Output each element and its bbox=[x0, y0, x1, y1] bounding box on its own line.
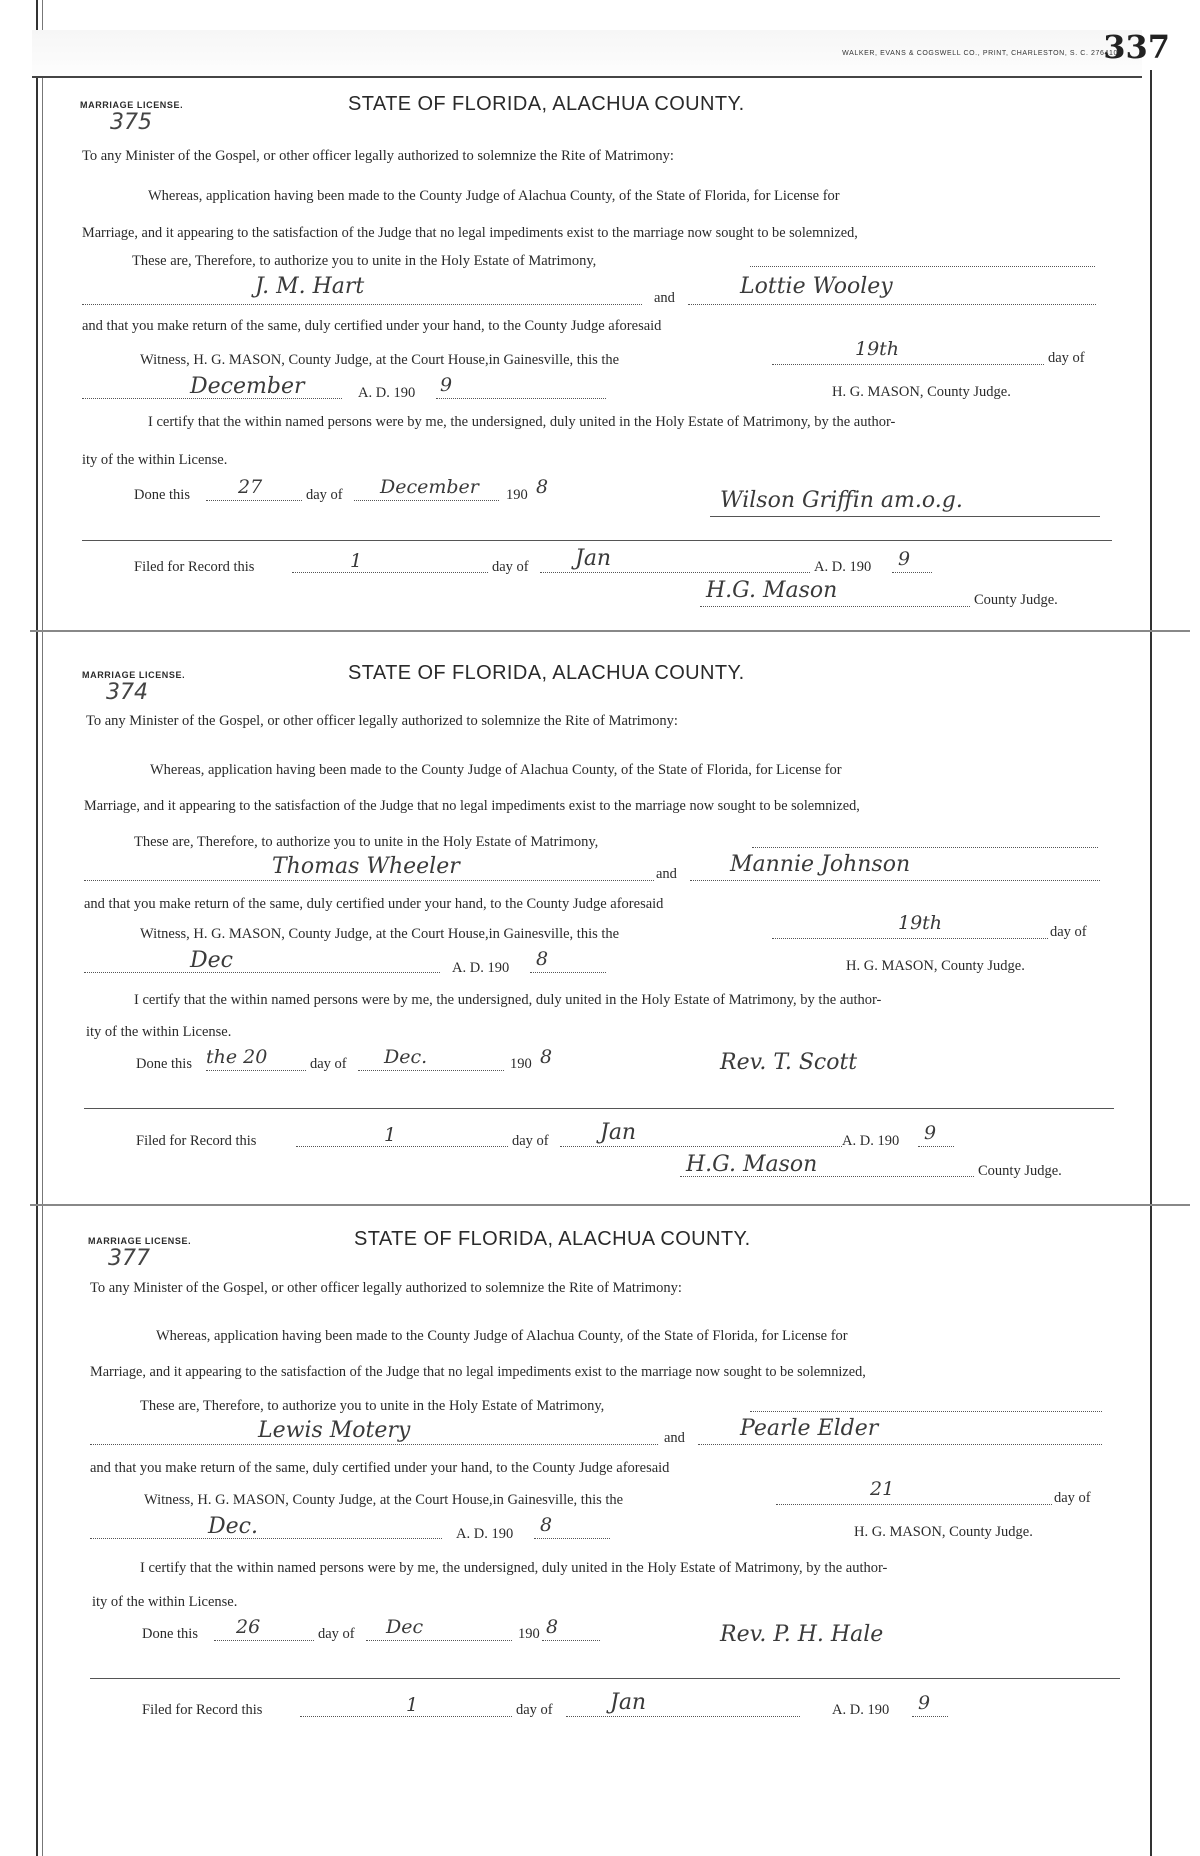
state-title: STATE OF FLORIDA, ALACHUA COUNTY. bbox=[348, 93, 745, 115]
address-line: To any Minister of the Gospel, or other officer legally authorized to solemnize the Rite of Matrimony: bbox=[86, 713, 678, 729]
license-number: 377 bbox=[108, 1246, 150, 1271]
bride-line bbox=[698, 1444, 1102, 1445]
filing-rule bbox=[90, 1678, 1120, 1679]
certify-line-1: I certify that the within named persons were by me, the undersigned, duly united in the Holy Estate of Matrimony, by the author- bbox=[134, 992, 882, 1008]
done-year: 8 bbox=[546, 1616, 559, 1638]
filing-rule bbox=[82, 540, 1112, 541]
day-of-label: day of bbox=[1054, 1490, 1091, 1506]
return-line: and that you make return of the same, duly certified under your hand, to the County Judge aforesaid bbox=[84, 896, 664, 912]
groom-line bbox=[84, 880, 654, 881]
done-month-line bbox=[358, 1070, 504, 1071]
left-margin-line bbox=[36, 0, 38, 1856]
these-are-line: These are, Therefore, to authorize you to unite in the Holy Estate of Matrimony, bbox=[140, 1398, 605, 1414]
whereas-line-1: Whereas, application having been made to the County Judge of Alachua County, of the State of Florida, for License for bbox=[156, 1328, 848, 1344]
certify-line-2: ity of the within License. bbox=[86, 1024, 232, 1040]
dotted-fill bbox=[750, 1411, 1102, 1412]
and-label: and bbox=[654, 290, 675, 306]
right-margin-line bbox=[1150, 70, 1152, 1856]
officiant-signature: Rev. P. H. Hale bbox=[720, 1622, 884, 1647]
filed-label: Filed for Record this bbox=[142, 1702, 263, 1718]
judge-signature-print: H. G. MASON, County Judge. bbox=[854, 1524, 1033, 1540]
groom-name: Thomas Wheeler bbox=[272, 854, 460, 879]
groom-name: Lewis Motery bbox=[258, 1418, 411, 1443]
state-title: STATE OF FLORIDA, ALACHUA COUNTY. bbox=[348, 662, 745, 684]
filed-day-of: day of bbox=[492, 559, 529, 575]
filing-rule bbox=[84, 1108, 1114, 1109]
done-month: Dec bbox=[386, 1616, 424, 1638]
witness-year: 8 bbox=[536, 948, 549, 970]
filed-day-line bbox=[296, 1146, 508, 1147]
filed-year: 9 bbox=[898, 548, 911, 570]
witness-year-line bbox=[530, 972, 606, 973]
witness-line: Witness, H. G. MASON, County Judge, at the Court House,in Gainesville, this the bbox=[144, 1492, 624, 1508]
bride-name: Mannie Johnson bbox=[730, 852, 911, 877]
done-day-line bbox=[206, 1070, 306, 1071]
license-number: 374 bbox=[106, 680, 148, 705]
filed-day-of: day of bbox=[516, 1702, 553, 1718]
whereas-line-1: Whereas, application having been made to the County Judge of Alachua County, of the State of Florida, for License for bbox=[150, 762, 842, 778]
witness-month-line bbox=[90, 1538, 442, 1539]
witness-year: 9 bbox=[440, 374, 453, 396]
done-year: 8 bbox=[536, 476, 549, 498]
witness-month: Dec. bbox=[208, 1514, 258, 1539]
filed-ad: A. D. 190 bbox=[842, 1133, 900, 1149]
judge-signature-print: H. G. MASON, County Judge. bbox=[832, 384, 1011, 400]
done-month: December bbox=[380, 476, 479, 498]
filed-month: Jan bbox=[610, 1690, 647, 1715]
certify-line-2: ity of the within License. bbox=[82, 452, 228, 468]
judge-line bbox=[680, 1176, 974, 1177]
year-prefix: 190 bbox=[506, 487, 528, 503]
done-this-label: Done this bbox=[134, 487, 190, 503]
section-divider bbox=[30, 1204, 1190, 1206]
witness-year-line bbox=[436, 398, 606, 399]
year-prefix: 190 bbox=[510, 1056, 532, 1072]
year-prefix: 190 bbox=[518, 1626, 540, 1642]
address-line: To any Minister of the Gospel, or other officer legally authorized to solemnize the Rite of Matrimony: bbox=[82, 148, 674, 164]
groom-name: J. M. Hart bbox=[255, 274, 365, 299]
filed-month-line bbox=[540, 572, 810, 573]
done-month: Dec. bbox=[384, 1046, 428, 1068]
filed-day: 1 bbox=[406, 1694, 419, 1716]
section-divider bbox=[30, 630, 1190, 632]
filed-day-of: day of bbox=[512, 1133, 549, 1149]
left-margin-line-inner bbox=[42, 0, 43, 1856]
day-of-short: day of bbox=[306, 487, 343, 503]
judge-signature: H.G. Mason bbox=[686, 1152, 818, 1177]
officiant-signature: Wilson Griffin am.o.g. bbox=[720, 488, 963, 513]
done-day-line bbox=[214, 1640, 314, 1641]
day-of-short: day of bbox=[310, 1056, 347, 1072]
license-label: MARRIAGE LICENSE. bbox=[88, 1236, 192, 1246]
judge-signature-print: H. G. MASON, County Judge. bbox=[846, 958, 1025, 974]
done-day-line bbox=[206, 500, 302, 501]
day-of-label: day of bbox=[1048, 350, 1085, 366]
dotted-fill bbox=[750, 266, 1095, 267]
groom-line bbox=[90, 1444, 658, 1445]
witness-month-line bbox=[82, 398, 342, 399]
done-month-line bbox=[354, 500, 499, 501]
return-line: and that you make return of the same, duly certified under your hand, to the County Judge aforesaid bbox=[82, 318, 662, 334]
these-are-line: These are, Therefore, to authorize you to unite in the Holy Estate of Matrimony, bbox=[132, 253, 597, 269]
filed-day: 1 bbox=[384, 1124, 397, 1146]
witness-day-line bbox=[772, 938, 1048, 939]
officiant-line bbox=[710, 516, 1100, 517]
day-of-short: day of bbox=[318, 1626, 355, 1642]
day-of-label: day of bbox=[1050, 924, 1087, 940]
these-are-line: These are, Therefore, to authorize you to unite in the Holy Estate of Matrimony, bbox=[134, 834, 599, 850]
ad-label: A. D. 190 bbox=[452, 960, 510, 976]
witness-line: Witness, H. G. MASON, County Judge, at the Court House,in Gainesville, this the bbox=[140, 352, 620, 368]
filed-year-line bbox=[918, 1146, 954, 1147]
license-label: MARRIAGE LICENSE. bbox=[82, 670, 186, 680]
filed-ad: A. D. 190 bbox=[814, 559, 872, 575]
and-label: and bbox=[656, 866, 677, 882]
done-this-label: Done this bbox=[142, 1626, 198, 1642]
witness-year-line bbox=[534, 1538, 610, 1539]
filed-year-line bbox=[892, 572, 932, 573]
witness-month-line bbox=[84, 972, 440, 973]
whereas-line-2: Marriage, and it appearing to the satisfaction of the Judge that no legal impediments exist to the marriage now sought to be solemnized, bbox=[90, 1364, 866, 1380]
filed-ad: A. D. 190 bbox=[832, 1702, 890, 1718]
bride-name: Lottie Wooley bbox=[740, 274, 893, 299]
done-day: the 20 bbox=[206, 1046, 268, 1068]
license-label: MARRIAGE LICENSE. bbox=[80, 100, 184, 110]
officiant-signature: Rev. T. Scott bbox=[720, 1050, 858, 1075]
county-judge-label: County Judge. bbox=[978, 1163, 1062, 1179]
and-label: and bbox=[664, 1430, 685, 1446]
filed-month: Jan bbox=[575, 546, 612, 571]
done-this-label: Done this bbox=[136, 1056, 192, 1072]
whereas-line-2: Marriage, and it appearing to the satisfaction of the Judge that no legal impediments exist to the marriage now sought to be solemnized, bbox=[84, 798, 860, 814]
witness-day-line bbox=[772, 364, 1044, 365]
witness-month: Dec bbox=[190, 948, 233, 973]
witness-day: 19th bbox=[855, 338, 900, 360]
county-judge-label: County Judge. bbox=[974, 592, 1058, 608]
filed-day-line bbox=[292, 572, 488, 573]
done-year-line bbox=[542, 1640, 600, 1641]
judge-line bbox=[700, 606, 970, 607]
bride-line bbox=[688, 304, 1096, 305]
state-title: STATE OF FLORIDA, ALACHUA COUNTY. bbox=[354, 1228, 751, 1250]
printer-imprint: WALKER, EVANS & COGSWELL CO., PRINT, CHARLESTON, S. C. 276410 bbox=[842, 50, 1118, 57]
certify-line-1: I certify that the within named persons were by me, the undersigned, duly united in the Holy Estate of Matrimony, by the author- bbox=[140, 1560, 888, 1576]
license-number: 375 bbox=[110, 110, 152, 135]
dotted-fill bbox=[752, 847, 1098, 848]
filed-month-line bbox=[560, 1146, 842, 1147]
certify-line-1: I certify that the within named persons were by me, the undersigned, duly united in the Holy Estate of Matrimony, by the author- bbox=[148, 414, 896, 430]
done-year: 8 bbox=[540, 1046, 553, 1068]
filed-month: Jan bbox=[600, 1120, 637, 1145]
done-day: 27 bbox=[238, 476, 263, 498]
certify-line-2: ity of the within License. bbox=[92, 1594, 238, 1610]
filed-day: 1 bbox=[350, 550, 363, 572]
witness-day: 19th bbox=[898, 912, 943, 934]
ad-label: A. D. 190 bbox=[358, 385, 416, 401]
filed-month-line bbox=[566, 1716, 800, 1717]
page-number: 337 bbox=[1103, 28, 1170, 66]
done-month-line bbox=[366, 1640, 512, 1641]
bride-line bbox=[690, 880, 1100, 881]
bride-name: Pearle Elder bbox=[740, 1416, 879, 1441]
whereas-line-2: Marriage, and it appearing to the satisfaction of the Judge that no legal impediments exist to the marriage now sought to be solemnized, bbox=[82, 225, 858, 241]
witness-day-line bbox=[776, 1504, 1052, 1505]
filed-year-line bbox=[912, 1716, 948, 1717]
witness-day: 21 bbox=[870, 1478, 895, 1500]
ad-label: A. D. 190 bbox=[456, 1526, 514, 1542]
filed-year: 9 bbox=[918, 1692, 931, 1714]
witness-month: December bbox=[190, 374, 305, 399]
whereas-line-1: Whereas, application having been made to the County Judge of Alachua County, of the State of Florida, for License for bbox=[148, 188, 840, 204]
witness-year: 8 bbox=[540, 1514, 553, 1536]
filed-year: 9 bbox=[924, 1122, 937, 1144]
filed-label: Filed for Record this bbox=[136, 1133, 257, 1149]
judge-signature: H.G. Mason bbox=[706, 578, 838, 603]
address-line: To any Minister of the Gospel, or other officer legally authorized to solemnize the Rite of Matrimony: bbox=[90, 1280, 682, 1296]
groom-line bbox=[82, 304, 642, 305]
return-line: and that you make return of the same, duly certified under your hand, to the County Judge aforesaid bbox=[90, 1460, 670, 1476]
done-day: 26 bbox=[236, 1616, 261, 1638]
witness-line: Witness, H. G. MASON, County Judge, at the Court House,in Gainesville, this the bbox=[140, 926, 620, 942]
filed-day-line bbox=[300, 1716, 512, 1717]
filed-label: Filed for Record this bbox=[134, 559, 255, 575]
